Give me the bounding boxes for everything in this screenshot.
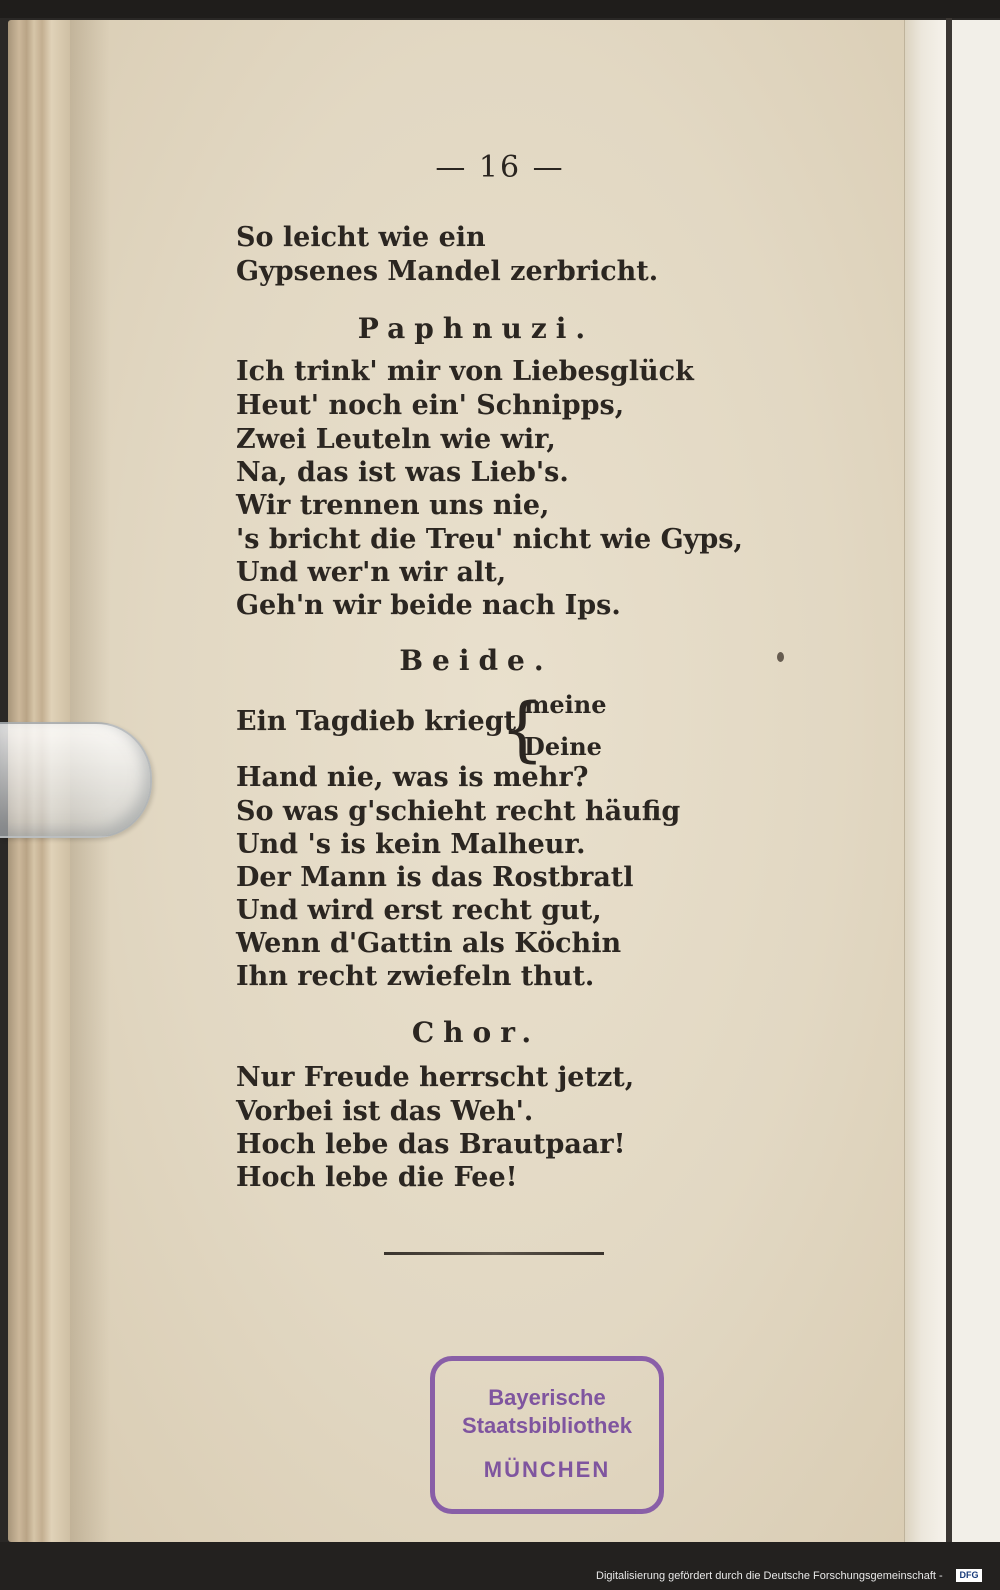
text-line: Hoch lebe das Brautpaar! (236, 1129, 626, 1160)
text-line: Und wer'n wir alt, (236, 557, 507, 588)
stamp-line: Staatsbibliothek (462, 1413, 632, 1438)
library-stamp (430, 1356, 664, 1514)
text-line: So leicht wie ein (236, 222, 486, 253)
text-line: Hand nie, was is mehr? (236, 762, 589, 793)
text-line: So was g'schieht recht häufig (236, 796, 681, 827)
text-line: Ich trink' mir von Liebesglück (236, 356, 694, 387)
speaker-heading: Beide. (399, 644, 553, 677)
text-line: Der Mann is das Rostbratl (236, 862, 634, 893)
speaker-heading: Chor. (411, 1016, 541, 1049)
text-line: Geh'n wir beide nach Ips. (236, 590, 621, 621)
page-clip (0, 722, 152, 838)
text-line: Und wird erst recht gut, (236, 895, 602, 926)
digitization-credit: Digitalisierung gefördert durch die Deutsche Forschungsgemeinschaft - (596, 1570, 943, 1582)
curly-brace: { (500, 688, 545, 770)
page-right-edge (904, 20, 947, 1542)
scan-top-border (0, 0, 1000, 18)
text-line: Ihn recht zwiefeln thut. (236, 961, 595, 992)
text-line: Vorbei ist das Weh'. (236, 1096, 534, 1127)
dfg-logo: DFG (956, 1569, 982, 1582)
text-line: Gypsenes Mandel zerbricht. (236, 256, 659, 287)
footer-bar (0, 1542, 1000, 1590)
text-line: Heut' noch ein' Schnipps, (236, 390, 625, 421)
text-line: Ein Tagdieb kriegt (236, 706, 517, 737)
text-line: Zwei Leuteln wie wir, (236, 424, 556, 455)
brace-option: Deine (524, 732, 602, 761)
text-line: 's bricht die Treu' nicht wie Gyps, (236, 524, 743, 555)
speaker-heading: Paphnuzi. (357, 312, 595, 345)
closing-rule (384, 1252, 604, 1255)
page-number: — 16 — (435, 150, 565, 185)
backing-sheet (952, 20, 1000, 1542)
text-line: Wir trennen uns nie, (236, 490, 550, 521)
text-line: Nur Freude herrscht jetzt, (236, 1062, 635, 1093)
text-line: Und 's is kein Malheur. (236, 829, 586, 860)
text-line: Hoch lebe die Fee! (236, 1162, 518, 1193)
brace-option: meine (524, 690, 607, 719)
text-line: Na, das ist was Lieb's. (236, 457, 569, 488)
stamp-line: Bayerische (488, 1385, 606, 1410)
stamp-line: MÜNCHEN (483, 1457, 611, 1482)
ink-spot (777, 652, 784, 662)
text-line: Wenn d'Gattin als Köchin (236, 928, 622, 959)
